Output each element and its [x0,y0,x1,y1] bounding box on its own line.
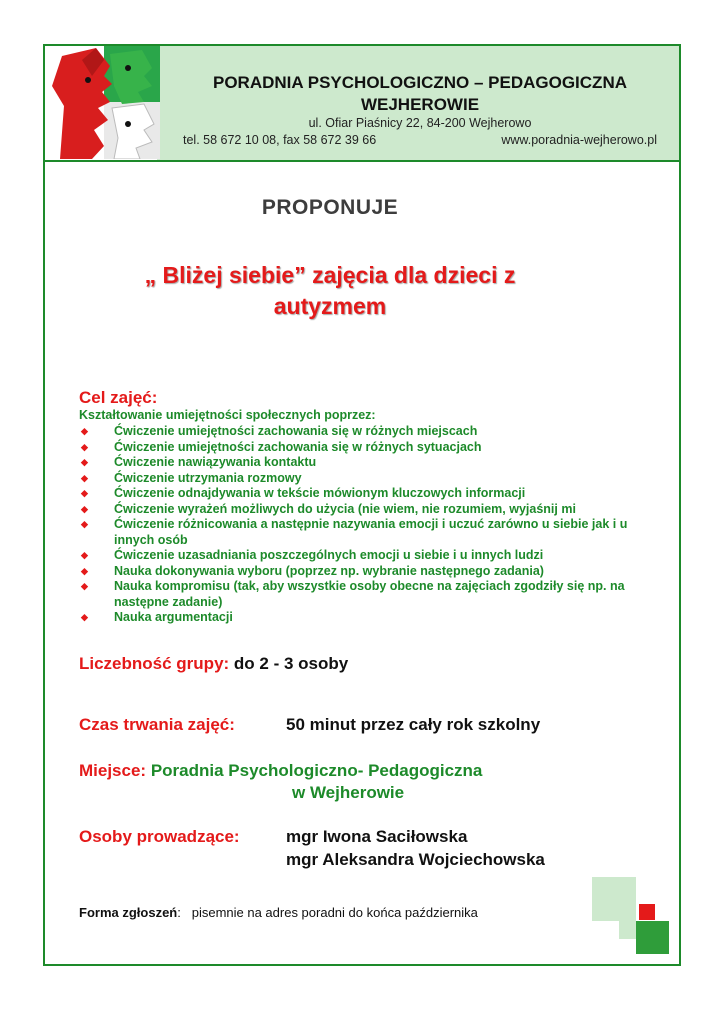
event-title-line2: autyzmem [273,293,387,319]
place-value-line1: Poradnia Psychologiczno- Pedagogiczna [150,761,483,780]
deco-square-green [636,921,669,954]
goal-text: Nauka argumentacji [114,610,233,624]
institution-name-line1: PORADNIA PSYCHOLOGICZNO – PEDAGOGICZNA [212,73,627,92]
form-colon: : [177,905,181,920]
institution-name-line2: WEJHEROWIE [360,95,480,114]
list-item [79,486,659,502]
deco-square-light-small [619,921,636,939]
goal-text: Ćwiczenie utrzymania rozmowy [114,470,302,485]
deco-square-light [592,877,636,921]
institution-name [170,72,670,116]
goal-text: Ćwiczenie umiejętności zachowania się w różnych miejscach [114,424,478,438]
goal-text: Ćwiczenie uzasadniania poszczególnych emocji u siebie i u innych ludzi [114,548,544,562]
event-title-line1: „ Bliżej siebie” zajęcia dla dzieci z [144,262,516,288]
place-value-line2: w Wejherowie [292,783,405,802]
diamond-bullet-icon: ◆ [81,472,88,483]
three-faces-logo [52,46,160,159]
goal-text: Nauka kompromisu (tak, aby wszystkie osoby obecne na zajęciach zgodziły się np. na następne zadanie) [114,579,625,609]
place-row [79,761,482,781]
list-item [79,517,659,548]
leader-1: mgr Iwona Saciłowska [286,827,468,846]
diamond-bullet-icon: ◆ [81,581,88,591]
deco-square-red [639,904,655,920]
phone-fax: tel. 58 672 10 08, fax 58 672 39 66 [183,133,377,147]
goal-text: Ćwiczenie nawiązywania kontaktu [114,455,317,469]
list-item [79,502,659,518]
group-size-value: do 2 - 3 osoby [233,654,349,673]
form-label: Forma zgłoszeń [79,905,178,920]
diamond-bullet-icon: ◆ [81,503,88,514]
website-link[interactable]: www.poradnia-wejherowo.pl [501,133,657,147]
diamond-bullet-icon: ◆ [81,426,88,436]
goal-text: Ćwiczenie różnicowania a następnie nazywania emocji i uczuć zarówno u siebie jak i u innych osób [114,517,628,547]
diamond-bullet-icon: ◆ [81,550,88,560]
diamond-bullet-icon: ◆ [81,519,88,529]
diamond-bullet-icon: ◆ [81,488,88,498]
form-value: pisemnie na adres poradni do końca października [191,905,478,920]
institution-address: ul. Ofiar Piaśnicy 22, 84-200 Wejherowo [308,116,532,130]
institution-contact [183,133,657,147]
goal-intro: Kształtowanie umiejętności społecznych poprzez: [79,408,376,422]
diamond-bullet-icon: ◆ [81,612,88,622]
list-item [79,440,659,456]
group-size-row [79,654,348,674]
list-item [79,548,659,564]
list-item [79,471,659,487]
diamond-bullet-icon: ◆ [81,565,88,576]
duration-row [79,715,235,735]
list-item [79,579,659,610]
duration-value: 50 minut przez cały rok szkolny [286,715,541,734]
goal-heading: Cel zajęć: [79,388,158,407]
list-item [79,610,659,626]
group-size-label: Liczebność grupy: [79,654,230,673]
place-label: Miejsce: [79,761,147,780]
goal-text: Ćwiczenie wyrażeń możliwych do użycia (nie wiem, nie rozumiem, wyjaśnij mi [114,501,576,516]
goal-list [79,424,659,626]
leaders-label: Osoby prowadzące: [79,827,240,846]
diamond-bullet-icon: ◆ [81,457,88,467]
form-line [79,905,478,920]
list-item [79,424,659,440]
list-item [79,564,659,580]
diamond-bullet-icon: ◆ [81,441,88,452]
goal-text: Ćwiczenie umiejętności zachowania się w różnych sytuacjach [114,439,482,454]
goal-text: Ćwiczenie odnajdywania w tekście mówionym kluczowych informacji [114,486,526,500]
proponuje-heading: PROPONUJE [261,196,399,219]
list-item [79,455,659,471]
duration-label: Czas trwania zajęć: [79,715,235,734]
event-title [80,260,580,322]
leader-2: mgr Aleksandra Wojciechowska [286,850,545,869]
goal-text: Nauka dokonywania wyboru (poprzez np. wybranie następnego zadania) [114,563,544,578]
